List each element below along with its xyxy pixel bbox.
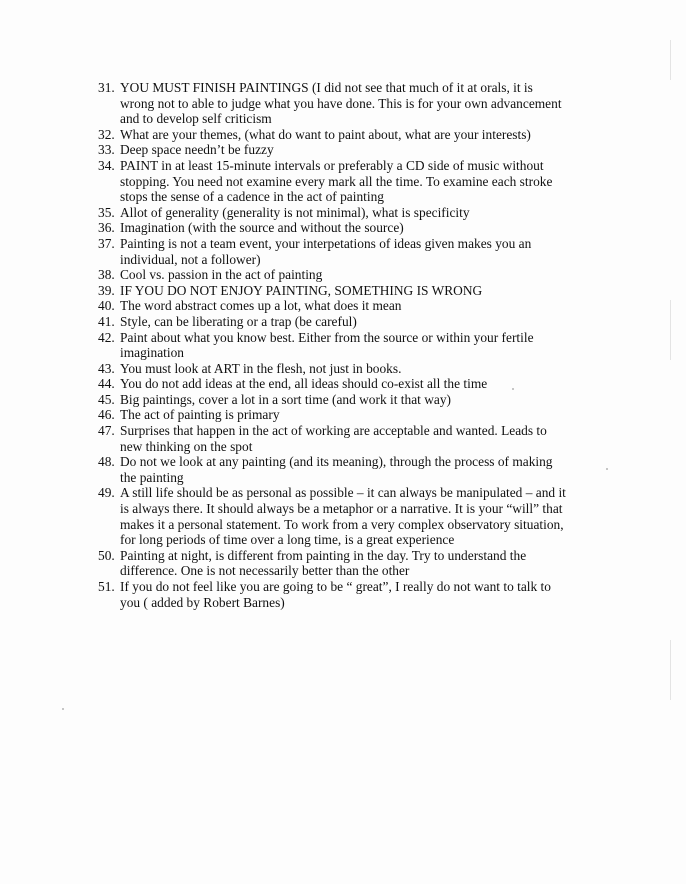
- item-text: A still life should be as personal as possible – it can always be manipulated – and it is always there. It should always be a metaphor or a narrative. It is your “will” that makes it a personal statement. To work from a very complex observatory situation, for long periods of time over a long time, is a great experience: [120, 485, 566, 548]
- item-text: Cool vs. passion in the act of painting: [120, 267, 323, 283]
- item-number: 50.: [98, 547, 115, 563]
- list-item-40: [98, 298, 568, 314]
- item-number: 51.: [98, 579, 115, 594]
- item-number: 32.: [98, 126, 115, 142]
- item-number: 35.: [98, 204, 115, 220]
- item-text: PAINT in at least 15-minute intervals or preferably a CD side of music without stopping. You need not examine every mark all the time. To examine each stroke stops the sense of a cadence in the act of painting: [120, 157, 553, 205]
- list-item-35: [98, 205, 568, 221]
- item-number: 36.: [98, 220, 115, 236]
- list-item-46: [98, 407, 568, 423]
- item-number: 33.: [98, 142, 115, 158]
- scan-edge-mark: [670, 40, 671, 80]
- item-text: If you do not feel like you are going to be “ great”, I really do not want to talk to you ( added by Robert Barnes): [120, 579, 551, 610]
- list-item-43: [98, 361, 568, 377]
- list-item-50: [98, 548, 568, 579]
- item-text: You do not add ideas at the end, all ideas should co-exist all the time: [120, 376, 488, 392]
- list-item-32: [98, 127, 568, 143]
- item-text: Imagination (with the source and without the source): [120, 220, 404, 236]
- scan-speck: [512, 388, 514, 390]
- item-text: The act of painting is primary: [120, 407, 280, 423]
- list-item-37: [98, 236, 568, 267]
- item-number: 40.: [98, 298, 115, 314]
- item-text: Painting is not a team event, your interpetations of ideas given makes you an individual, not a follower): [120, 235, 532, 267]
- item-text: Do not we look at any painting (and its meaning), through the process of making the painting: [120, 454, 553, 485]
- item-number: 44.: [98, 376, 115, 392]
- item-number: 41.: [98, 313, 115, 329]
- item-text: What are your themes, (what do want to paint about, what are your interests): [120, 126, 531, 142]
- item-number: 45.: [98, 391, 115, 407]
- scan-speck: [62, 708, 64, 710]
- item-text: IF YOU DO NOT ENJOY PAINTING, SOMETHING IS WRONG: [120, 282, 483, 298]
- list-item-45: [98, 392, 568, 408]
- list-item-49: [98, 485, 568, 547]
- list-item-31: [98, 80, 568, 127]
- item-text: Deep space needn’t be fuzzy: [120, 142, 274, 158]
- item-text: The word abstract comes up a lot, what does it mean: [120, 298, 402, 314]
- item-number: 38.: [98, 267, 115, 283]
- list-item-33: [98, 142, 568, 158]
- item-text: Paint about what you know best. Either from the source or within your fertile imagination: [120, 329, 534, 361]
- scan-speck: [606, 468, 608, 470]
- scan-edge-mark: [670, 300, 671, 360]
- list-item-42: [98, 330, 568, 361]
- list-item-41: [98, 314, 568, 330]
- list-item-39: [98, 283, 568, 299]
- item-number: 48.: [98, 454, 115, 470]
- item-text: Big paintings, cover a lot in a sort time (and work it that way): [120, 391, 451, 407]
- item-number: 34.: [98, 157, 115, 173]
- item-text: Painting at night, is different from painting in the day. Try to understand the difference. One is not necessarily better than the other: [120, 547, 527, 579]
- item-text: YOU MUST FINISH PAINTINGS (I did not see that much of it at orals, it is wrong not to able to judge what you have done. This is for your own advancement and to develop self criticism: [120, 80, 562, 127]
- scan-edge-mark: [670, 640, 671, 700]
- list-item-47: [98, 423, 568, 454]
- painting-rules-list: [98, 80, 568, 610]
- item-number: 49.: [98, 485, 115, 501]
- list-item-34: [98, 158, 568, 205]
- list-item-51: [98, 579, 568, 610]
- item-text: You must look at ART in the flesh, not just in books.: [120, 360, 402, 376]
- list-item-48: [98, 454, 568, 485]
- item-number: 31.: [98, 80, 115, 95]
- list-item-38: [98, 267, 568, 283]
- item-text: Style, can be liberating or a trap (be careful): [120, 313, 357, 329]
- item-number: 46.: [98, 407, 115, 423]
- item-number: 42.: [98, 329, 115, 345]
- item-number: 47.: [98, 423, 115, 439]
- item-number: 43.: [98, 360, 115, 376]
- item-number: 39.: [98, 282, 115, 298]
- item-text: Surprises that happen in the act of working are acceptable and wanted. Leads to new thinking on the spot: [120, 423, 547, 454]
- item-text: Allot of generality (generality is not minimal), what is specificity: [120, 204, 470, 220]
- list-item-44: [98, 376, 568, 392]
- item-number: 37.: [98, 235, 115, 251]
- list-item-36: [98, 220, 568, 236]
